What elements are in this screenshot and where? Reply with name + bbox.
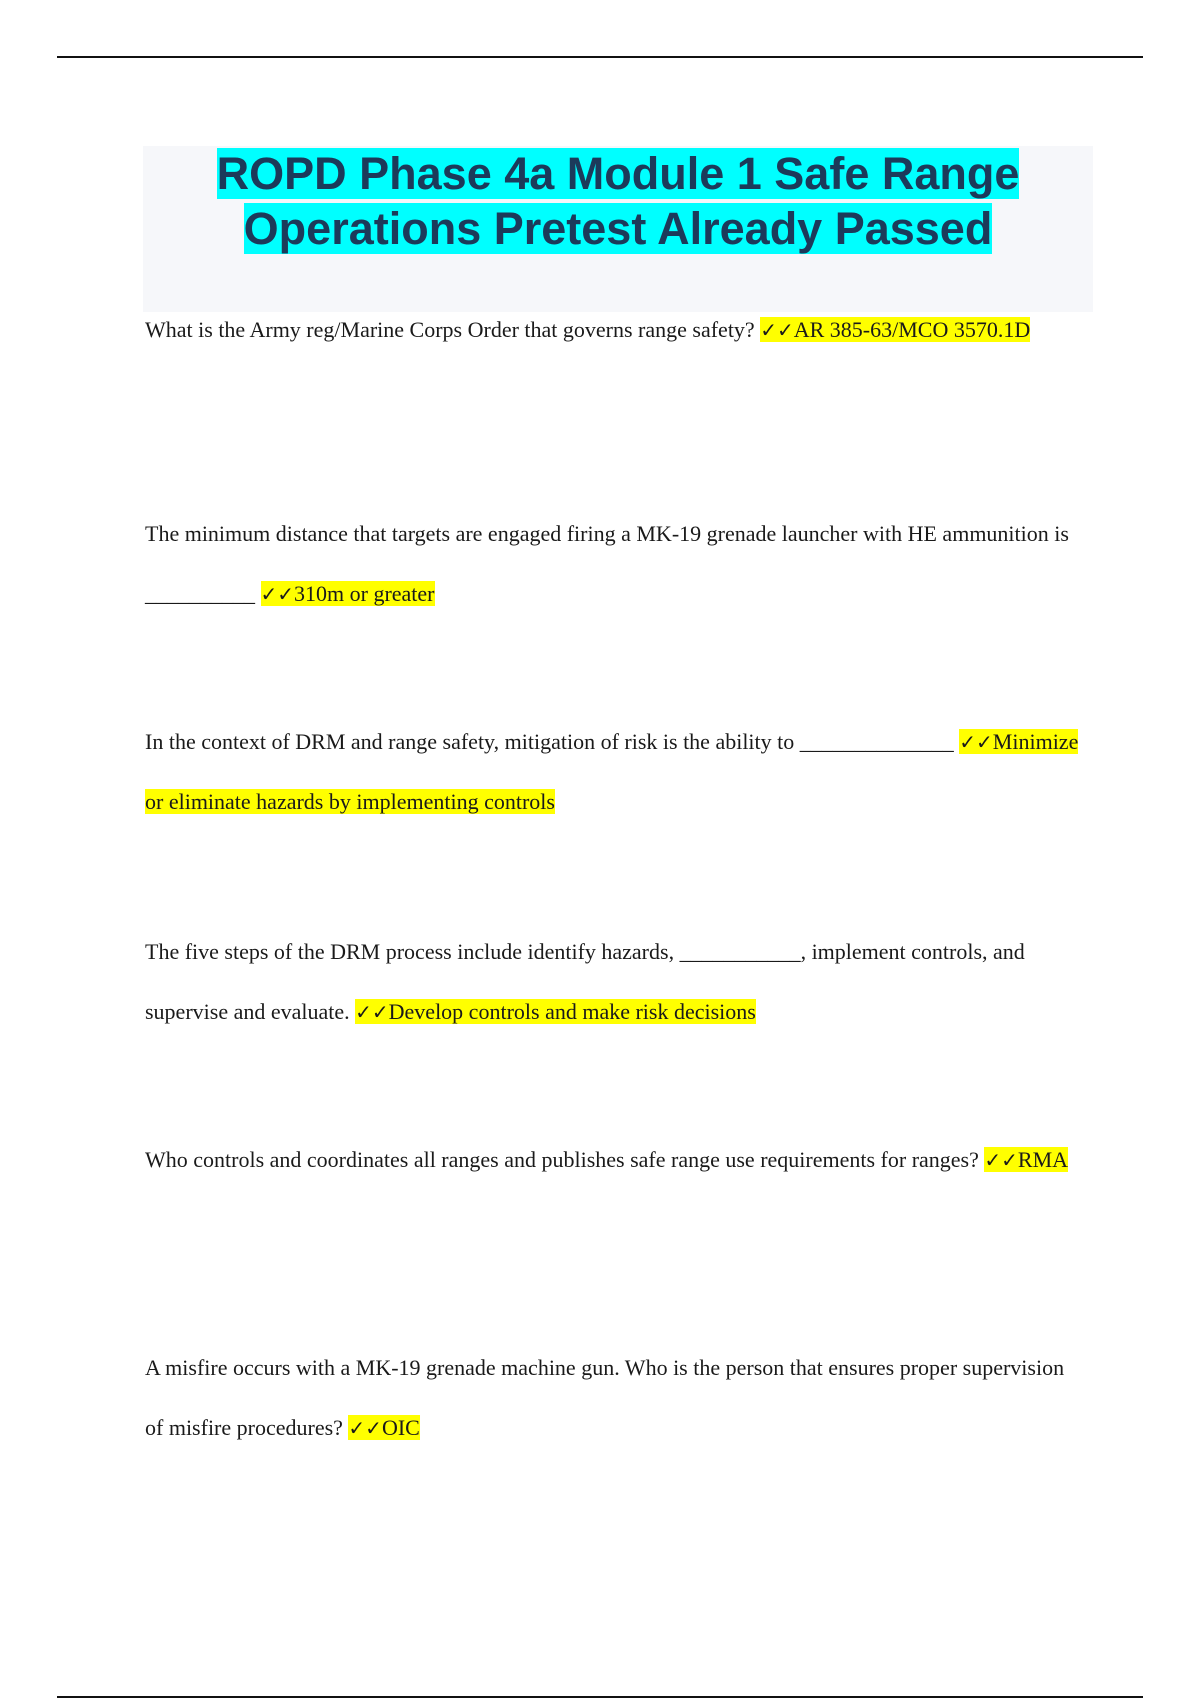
- question-text: The minimum distance that targets are engaged firing a MK-19 grenade launcher with HE ammunition is __________: [145, 521, 1069, 606]
- answer-text: 310m or greater: [294, 581, 435, 606]
- answer-highlight: [760, 317, 1030, 342]
- title-line-2: Operations Pretest Already Passed: [243, 203, 993, 254]
- answer-highlight: [984, 1147, 1068, 1172]
- answer-text: Minimize or eliminate hazards by implementing controls: [145, 729, 1079, 814]
- double-check-icon: ✓✓: [959, 730, 993, 754]
- answer-highlight: [348, 1415, 419, 1440]
- question-4: [145, 922, 1085, 1042]
- answer-text: AR 385-63/MCO 3570.1D: [793, 317, 1031, 342]
- question-text: The five steps of the DRM process include identify hazards, ___________, implement controls, and supervise and evaluate.: [145, 939, 1025, 1024]
- answer-highlight: [261, 581, 435, 606]
- double-check-icon: ✓✓: [348, 1416, 382, 1440]
- answer-text: RMA: [1017, 1147, 1069, 1172]
- bottom-rule: [57, 1696, 1143, 1698]
- question-6: [145, 1338, 1085, 1458]
- double-check-icon: ✓✓: [984, 1148, 1018, 1172]
- question-3: [145, 712, 1085, 832]
- answer-highlight: [355, 999, 756, 1024]
- question-text: A misfire occurs with a MK-19 grenade machine gun. Who is the person that ensures proper supervision of misfire procedures?: [145, 1355, 1065, 1440]
- answer-text: OIC: [381, 1415, 420, 1440]
- question-text: In the context of DRM and range safety, mitigation of risk is the ability to ______________: [145, 729, 954, 754]
- top-rule: [57, 56, 1143, 58]
- double-check-icon: ✓✓: [355, 1000, 389, 1024]
- double-check-icon: ✓✓: [260, 582, 295, 606]
- question-1: [145, 300, 1085, 360]
- double-check-icon: ✓✓: [760, 318, 794, 342]
- answer-text: Develop controls and make risk decisions: [388, 999, 756, 1024]
- title-block: [143, 146, 1093, 312]
- question-text: Who controls and coordinates all ranges and publishes safe range use requirements for ranges?: [145, 1147, 979, 1172]
- title-line-1: ROPD Phase 4a Module 1 Safe Range: [216, 148, 1020, 199]
- question-text: What is the Army reg/Marine Corps Order that governs range safety?: [145, 317, 755, 342]
- question-2: [145, 504, 1085, 624]
- question-5: [145, 1130, 1085, 1190]
